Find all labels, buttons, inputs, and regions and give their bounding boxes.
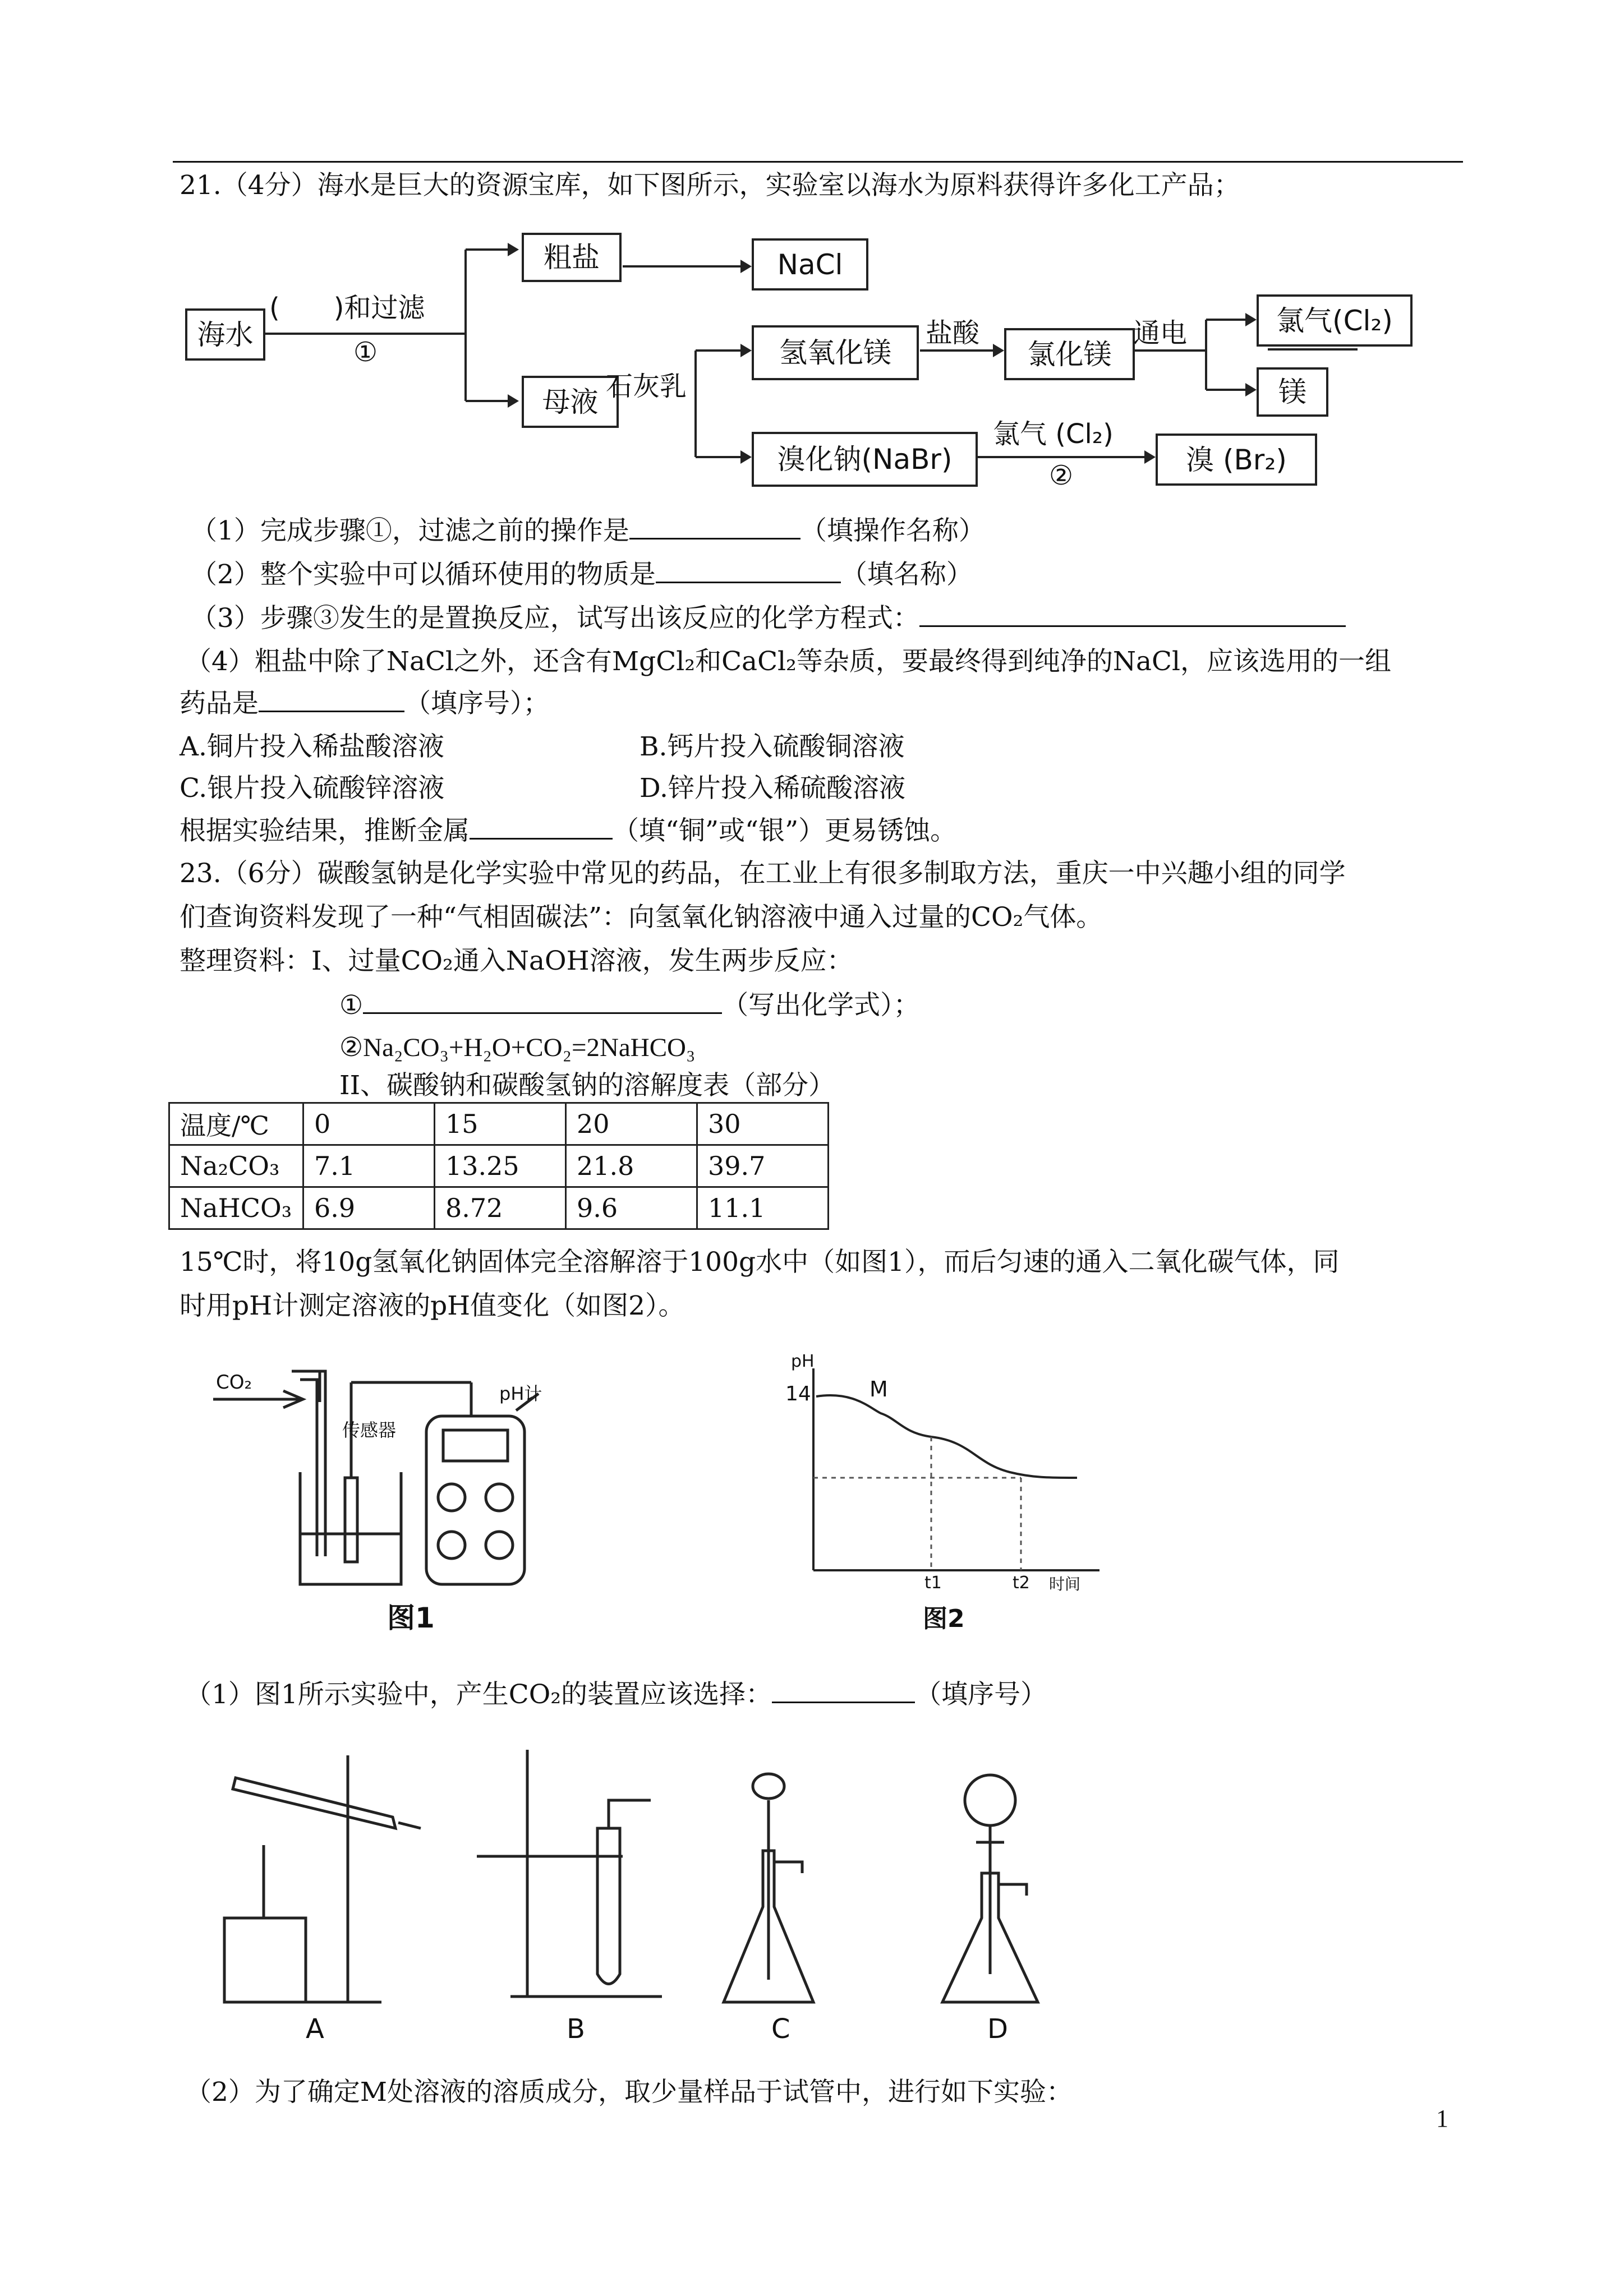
bromine-box: 溴 (Br₂) <box>1156 434 1317 486</box>
reaction1-number: ① <box>339 990 364 1021</box>
option-a: A.铜片投入稀盐酸溶液 <box>180 731 444 762</box>
page-number: 1 <box>1436 2105 1448 2132</box>
answer-blank[interactable] <box>919 601 1346 627</box>
option-c: C.银片投入硫酸锌溶液 <box>180 773 445 804</box>
table-cell: 温度/℃ <box>169 1103 303 1145</box>
step1-label: ( )和过滤 <box>269 292 425 324</box>
solubility-table <box>168 1102 829 1230</box>
q21-conclusion <box>180 813 956 849</box>
answer-blank[interactable] <box>629 513 801 540</box>
time-axis-label: 时间 <box>1049 1575 1081 1593</box>
figure-1 <box>180 1349 583 1652</box>
option-b: B.钙片投入硫酸铜溶液 <box>640 731 905 762</box>
co2-label: CO₂ <box>216 1371 252 1394</box>
q23-table-title: II、碳酸钠和碳酸氢钠的溶解度表（部分） <box>339 1070 835 1101</box>
q23-reaction1 <box>339 988 920 1023</box>
answer-blank[interactable] <box>470 813 613 840</box>
q23-line1: 23.（6分）碳酸氢钠是化学实验中常见的药品，在工业上有很多制取方法，重庆一中兴趣小组的同学 <box>180 858 1346 889</box>
point-m-label: M <box>869 1377 888 1401</box>
t2-label: t2 <box>1013 1573 1030 1593</box>
magnesium-box: 镁 <box>1257 367 1328 417</box>
table-header-row <box>169 1103 829 1145</box>
figure-2-caption: 图2 <box>923 1605 965 1633</box>
q21-title: 21.（4分）海水是巨大的资源宝库，如下图所示，实验室以海水为原料获得许多化工产品； <box>180 170 1240 201</box>
q21-sub1-text: （1）完成步骤①，过滤之前的操作是 <box>191 515 629 546</box>
chlorine-gas-label: 氯气 (Cl₂) <box>993 418 1114 450</box>
table-cell: 20 <box>566 1103 697 1145</box>
ph-axis-label: pH <box>791 1352 815 1371</box>
q21-sub1-note: （填操作名称） <box>800 515 985 546</box>
mother-liquor-box: 母液 <box>522 376 619 428</box>
header-rule <box>173 161 1463 163</box>
apparatus-c-label: C <box>771 2013 790 2045</box>
step1-number: ① <box>353 336 378 368</box>
q23-sub1 <box>185 1677 1047 1712</box>
apparatus-a-label: A <box>306 2013 324 2045</box>
conclusion-text: 根据实验结果，推断金属 <box>180 815 470 846</box>
q23-info-title: 整理资料：I、过量CO₂通入NaOH溶液，发生两步反应： <box>180 946 853 976</box>
nacl-box: NaCl <box>752 238 868 291</box>
table-cell: 39.7 <box>697 1145 829 1187</box>
chlorine-box: 氯气(Cl₂) <box>1257 294 1413 347</box>
table-cell: NaHCO₃ <box>169 1187 303 1229</box>
q23-line2: 们查询资料发现了一种“气相固碳法”：向氢氧化钠溶液中通入过量的CO₂气体。 <box>180 902 1103 933</box>
table-cell: 8.72 <box>435 1187 566 1229</box>
sensor-label: 传感器 <box>342 1419 397 1441</box>
q21-sub4-text: 药品是 <box>180 688 259 719</box>
answer-blank[interactable] <box>259 686 404 712</box>
table-row <box>169 1187 829 1229</box>
q23-sub2: （2）为了确定M处溶液的溶质成分，取少量样品于试管中，进行如下实验： <box>185 2077 1073 2108</box>
apparatus-options <box>180 1733 1077 2047</box>
conclusion-note: （填“铜”或“银”）更易锈蚀。 <box>613 815 957 846</box>
q23-sub1-text: （1）图1所示实验中，产生CO₂的装置应该选择： <box>185 1679 772 1710</box>
q21-sub3 <box>191 601 1346 636</box>
step2-number: ② <box>1049 460 1074 491</box>
lime-milk-label: 石灰乳 <box>606 371 687 402</box>
q21-sub4-line1: （4）粗盐中除了NaCl之外，还含有MgCl₂和CaCl₂等杂质，要最终得到纯净的NaCl，应该选用的一组 <box>185 646 1392 677</box>
ph-meter-label: pH计 <box>499 1383 542 1404</box>
q21-sub1 <box>191 513 985 548</box>
table-cell: 15 <box>435 1103 566 1145</box>
nabr-box: 溴化钠(NaBr) <box>752 432 978 487</box>
apparatus-drawing <box>180 1733 1077 2047</box>
apparatus-d-label: D <box>987 2013 1008 2045</box>
reaction1-note: （写出化学式）； <box>722 990 920 1021</box>
q21-sub2-note: （填名称） <box>840 559 973 590</box>
figure-1-caption: 图1 <box>387 1602 435 1634</box>
figure-2 <box>785 1352 1150 1643</box>
seawater-flow-diagram <box>180 222 1430 491</box>
table-row <box>169 1145 829 1187</box>
option-d: D.锌片投入稀硫酸溶液 <box>640 773 905 804</box>
table-cell: 6.9 <box>303 1187 435 1229</box>
table-cell: 9.6 <box>566 1187 697 1229</box>
q23-desc2: 时用pH计测定溶液的pH值变化（如图2）。 <box>180 1290 685 1321</box>
mg-chloride-box: 氯化镁 <box>1004 328 1135 380</box>
apparatus-b-label: B <box>567 2013 585 2045</box>
electrolysis-label: 通电 <box>1133 317 1188 349</box>
table-cell: 21.8 <box>566 1145 697 1187</box>
crude-salt-box: 粗盐 <box>522 233 622 282</box>
table-cell: Na₂CO₃ <box>169 1145 303 1187</box>
q23-sub1-note: （填序号） <box>915 1679 1047 1710</box>
table-cell: 0 <box>303 1103 435 1145</box>
q23-reaction2: ②Na₂CO₃+H₂O+CO₂=2NaHCO₃ <box>339 1033 696 1062</box>
q21-sub3-text: （3）步骤③发生的是置换反应，试写出该反应的化学方程式： <box>191 603 919 634</box>
q23-desc1: 15℃时，将10g氢氧化钠固体完全溶解溶于100g水中（如图1），而后匀速的通入二氧化碳气体，同 <box>180 1247 1340 1278</box>
q21-sub4-line2 <box>180 686 550 721</box>
table-cell: 7.1 <box>303 1145 435 1187</box>
answer-blank[interactable] <box>656 557 841 583</box>
answer-blank[interactable] <box>772 1677 915 1703</box>
t1-label: t1 <box>924 1573 942 1593</box>
q21-sub2-text: （2）整个实验中可以循环使用的物质是 <box>191 559 656 590</box>
hcl-label: 盐酸 <box>926 317 980 349</box>
table-cell: 13.25 <box>435 1145 566 1187</box>
q21-sub4-note: （填序号）； <box>404 688 550 719</box>
ph-14-tick: 14 <box>785 1382 811 1405</box>
table-cell: 11.1 <box>697 1187 829 1229</box>
answer-blank[interactable] <box>363 988 722 1014</box>
q21-sub2 <box>191 557 973 592</box>
seawater-box: 海水 <box>185 308 265 361</box>
figure-2-drawing <box>785 1352 1150 1643</box>
table-cell: 30 <box>697 1103 829 1145</box>
mg-hydroxide-box: 氢氧化镁 <box>752 325 919 380</box>
